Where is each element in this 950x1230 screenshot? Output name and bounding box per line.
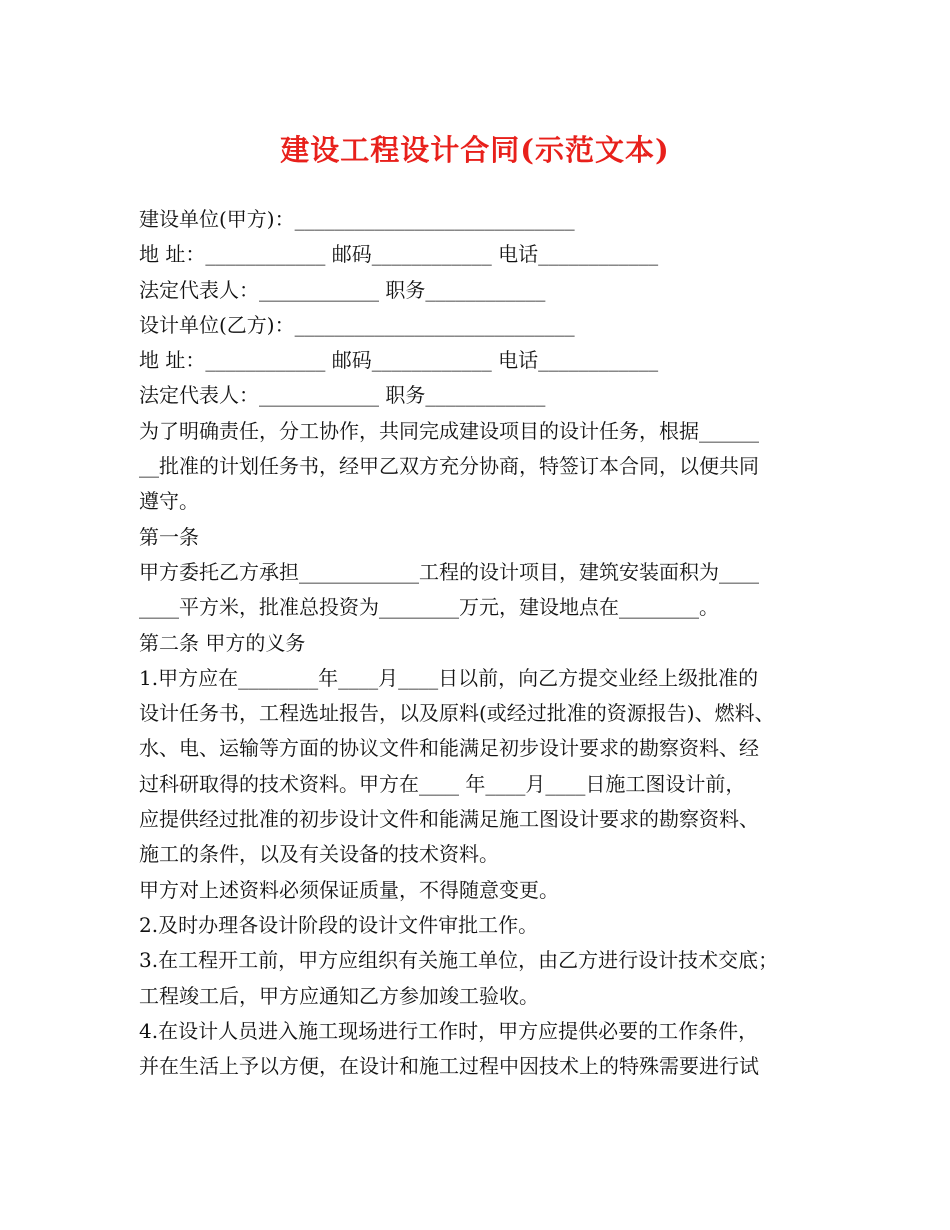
preamble-line: 为了明确责任，分工协作，共同完成建设项目的设计任务，根据______ [139,418,759,443]
party-a-address-line: 地 址：____________ 邮码____________ 电话____________ [139,242,659,267]
clause-4-line: 并在生活上予以方便，在设计和施工过程中因技术上的特殊需要进行试 [139,1054,759,1079]
article-1-heading: 第一条 [139,524,199,549]
clause-1-line: 应提供经过批准的初步设计文件和能满足施工图设计要求的勘察资料、 [139,807,759,832]
clause-4-line: 4.在设计人员进入施工现场进行工作时，甲方应提供必要的工作条件， [139,1018,759,1043]
clause-1-line: 施工的条件，以及有关设备的技术资料。 [139,842,499,867]
party-b-address-line: 地 址：____________ 邮码____________ 电话____________ [139,348,659,373]
clause-1-line: 1.甲方应在________年____月____日以前，向乙方提交业经上级批准的 [139,665,759,690]
clause-3-line: 3.在工程开工前，甲方应组织有关施工单位，由乙方进行设计技术交底； [139,948,779,973]
preamble-line: 遵守。 [139,489,199,514]
clause-1-line: 设计任务书，工程选址报告，以及原料(或经过批准的资源报告)、燃料、 [139,701,775,726]
article-2-heading: 第二条 甲方的义务 [139,630,306,655]
party-b-unit-line: 设计单位(乙方)：____________________________ [139,312,575,337]
party-a-unit-line: 建设单位(甲方)：____________________________ [139,207,575,231]
preamble-line: __批准的计划任务书，经甲乙双方充分协商，特签订本合同，以便共同 [139,454,759,479]
clause-1-line: 甲方对上述资料必须保证质量，不得随意变更。 [139,877,559,902]
clause-3-line: 工程竣工后，甲方应通知乙方参加竣工验收。 [139,983,539,1008]
clause-2-line: 2.及时办理各设计阶段的设计文件审批工作。 [139,912,539,937]
article-1-line: ____平方米，批准总投资为________万元，建设地点在________。 [139,595,719,620]
article-1-line: 甲方委托乙方承担____________工程的设计项目，建筑安装面积为____ [139,559,759,584]
party-a-representative-line: 法定代表人：____________ 职务____________ [139,277,546,302]
contract-body [139,202,819,1084]
clause-1-line: 水、电、运输等方面的协议文件和能满足初步设计要求的勘察资料、经 [139,736,759,761]
party-b-representative-line: 法定代表人：____________ 职务____________ [139,383,546,408]
clause-1-line: 过科研取得的技术资料。甲方在____ 年____月____日施工图设计前， [139,771,746,796]
document-title: 建设工程设计合同(示范文本) [280,133,670,167]
